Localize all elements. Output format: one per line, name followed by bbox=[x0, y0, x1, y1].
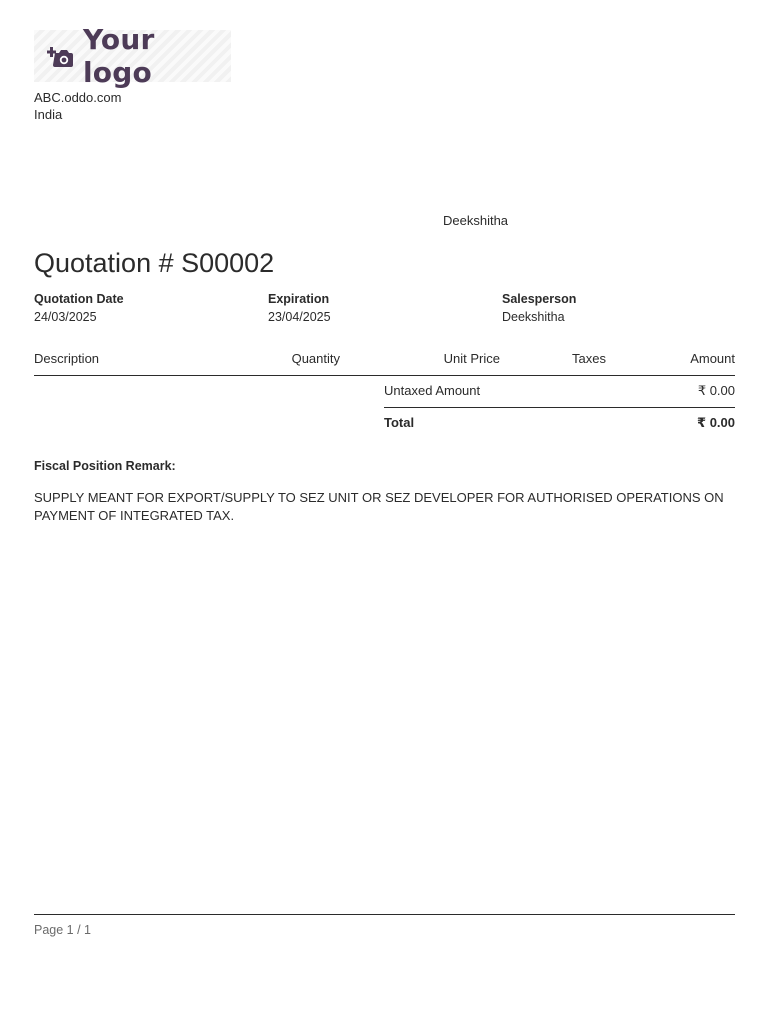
column-header-taxes: Taxes bbox=[572, 351, 606, 366]
untaxed-amount-value: ₹ 0.00 bbox=[697, 383, 735, 398]
untaxed-amount-row bbox=[384, 376, 735, 408]
totals-table bbox=[384, 376, 735, 439]
expiration-label: Expiration bbox=[268, 292, 330, 306]
total-row bbox=[384, 408, 735, 439]
column-header-unit-price: Unit Price bbox=[443, 351, 500, 366]
quotation-date-label: Quotation Date bbox=[34, 292, 124, 306]
camera-plus-icon bbox=[47, 42, 75, 70]
expiration-block bbox=[268, 290, 331, 326]
salesperson-value: Deekshitha bbox=[502, 310, 565, 324]
total-label: Total bbox=[384, 415, 415, 430]
customer-name: Deekshitha bbox=[443, 213, 509, 228]
company-website: ABC.oddo.com bbox=[34, 90, 122, 105]
salesperson-block bbox=[502, 290, 576, 326]
page-title: Quotation # S00002 bbox=[34, 248, 275, 278]
salesperson-label: Salesperson bbox=[502, 292, 577, 306]
expiration-value: 23/04/2025 bbox=[268, 310, 331, 324]
quotation-date-value: 24/03/2025 bbox=[34, 310, 97, 324]
order-lines-header bbox=[34, 350, 735, 376]
quotation-date-block bbox=[34, 290, 124, 326]
page-number: Page 1 / 1 bbox=[34, 923, 91, 937]
total-value: ₹ 0.00 bbox=[697, 415, 735, 430]
company-country: India bbox=[34, 107, 63, 122]
fiscal-position-remark-text: SUPPLY MEANT FOR EXPORT/SUPPLY TO SEZ UNIT OR SEZ DEVELOPER FOR AUTHORISED OPERATIONS ON PAYMENT OF INTEGRATED TAX. bbox=[34, 490, 724, 523]
logo-text: Your logo bbox=[83, 23, 155, 89]
page-footer bbox=[34, 914, 735, 937]
untaxed-amount-label: Untaxed Amount bbox=[384, 383, 481, 398]
company-logo bbox=[34, 23, 231, 89]
column-header-description: Description bbox=[34, 351, 100, 366]
company-address bbox=[34, 89, 121, 123]
column-header-quantity: Quantity bbox=[291, 351, 340, 366]
column-header-amount: Amount bbox=[690, 351, 735, 366]
fiscal-position-remark-label: Fiscal Position Remark: bbox=[34, 459, 176, 473]
